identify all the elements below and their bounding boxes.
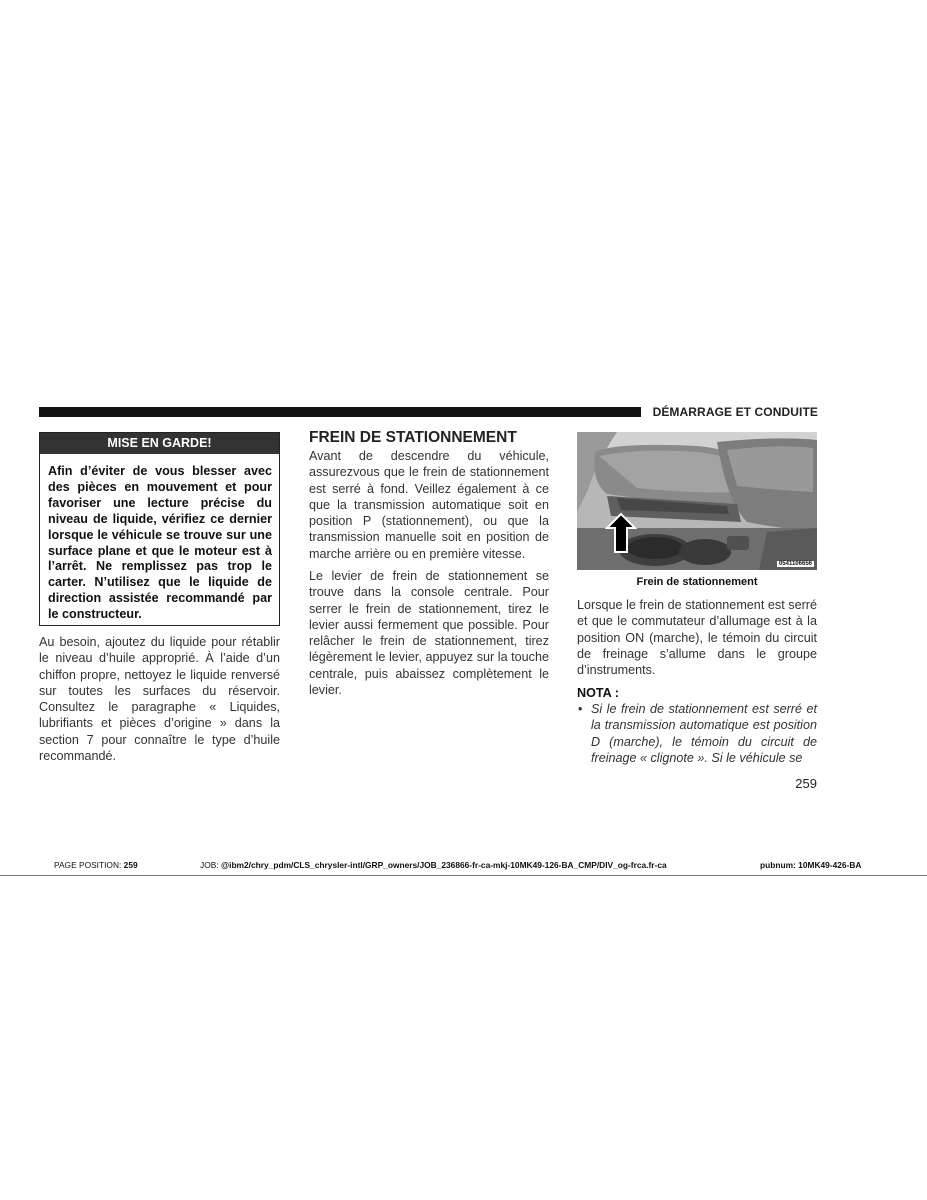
bullet-marker: • xyxy=(578,702,583,716)
warning-body: Afin d’éviter de vous blesser avec des pièces en mouvement et pour favoriser une lecture précise du niveau de liquide, vérifiez ce dernier lorsque le véhicule se trouve sur une surface plane et que le moteur est à l’arrêt. Ne remplissez pas trop le carter. N’utilisez que le liquide de direction assistée recommandé par le constructeur. xyxy=(48,464,272,622)
column3-paragraph1: Lorsque le frein de stationnement est serré et que le commutateur d’allumage est à la position ON (marche), le témoin du circuit de freinage s’allume dans le groupe d’instruments. xyxy=(577,598,817,678)
warning-box xyxy=(39,432,280,626)
parking-brake-photo xyxy=(577,432,817,570)
footer-pubnum-value: 10MK49-426-BA xyxy=(798,860,862,870)
footer-job xyxy=(200,860,667,870)
column2-paragraph2: Le levier de frein de stationnement se trouve dans la console centrale. Pour serrer le frein de stationnement, tirez le levier aussi fermement que possible. Pour relâcher le frein de stationnement, tirez légèrement le levier, appuyez sur la touche centrale, puis abaissez complètement le levier. xyxy=(309,569,549,698)
nota-bullet xyxy=(577,701,817,766)
footer-page-position-label: PAGE POSITION: xyxy=(54,860,122,870)
section-title: DÉMARRAGE ET CONDUITE xyxy=(652,405,818,419)
footer-job-label: JOB: xyxy=(200,860,219,870)
column1-paragraph: Au besoin, ajoutez du liquide pour rétablir le niveau d’huile approprié. À l’aide d’un chiffon propre, nettoyez le liquide renversé sur toutes les surfaces du réservoir. Consultez le paragraphe « Liquides, lubrifiants et pièces d’origine » dans la section 7 pour connaître le type d’huile recommandé. xyxy=(39,635,280,764)
footer-page-position xyxy=(54,860,138,870)
footer-job-value: @ibm2/chry_pdm/CLS_chrysler-intl/GRP_owners/JOB_236866-fr-ca-mkj-10MK49-126-BA_CMP/DIV_og-frca.fr-ca xyxy=(220,860,667,870)
nota-bullet-text: Si le frein de stationnement est serré et la transmission automatique est position D (marche), le témoin du circuit de freinage « clignote ». Si le véhicule se xyxy=(591,702,817,765)
footer-page-position-value: 259 xyxy=(123,860,138,870)
warning-title: MISE EN GARDE! xyxy=(40,433,279,454)
parking-brake-heading: FREIN DE STATIONNEMENT xyxy=(309,429,517,446)
figure-caption: Frein de stationnement xyxy=(636,576,758,588)
page-number: 259 xyxy=(795,776,817,791)
nota-title: NOTA : xyxy=(577,686,619,700)
footer-pubnum-label: pubnum: xyxy=(760,860,796,870)
figure-code: 0541106656 xyxy=(778,561,812,567)
footer-rule xyxy=(0,875,927,876)
column2-paragraph1: Avant de descendre du véhicule, assurezvous que le frein de stationnement est serré à fond. Veillez également à ce que la transmission automatique soit en position P (stationnement), ou que la transmission manuelle soit en position de marche arrière ou en première vitesse. xyxy=(309,449,549,561)
header-rule xyxy=(39,407,641,417)
footer-pubnum xyxy=(760,860,861,870)
parking-brake-illustration xyxy=(577,432,817,570)
